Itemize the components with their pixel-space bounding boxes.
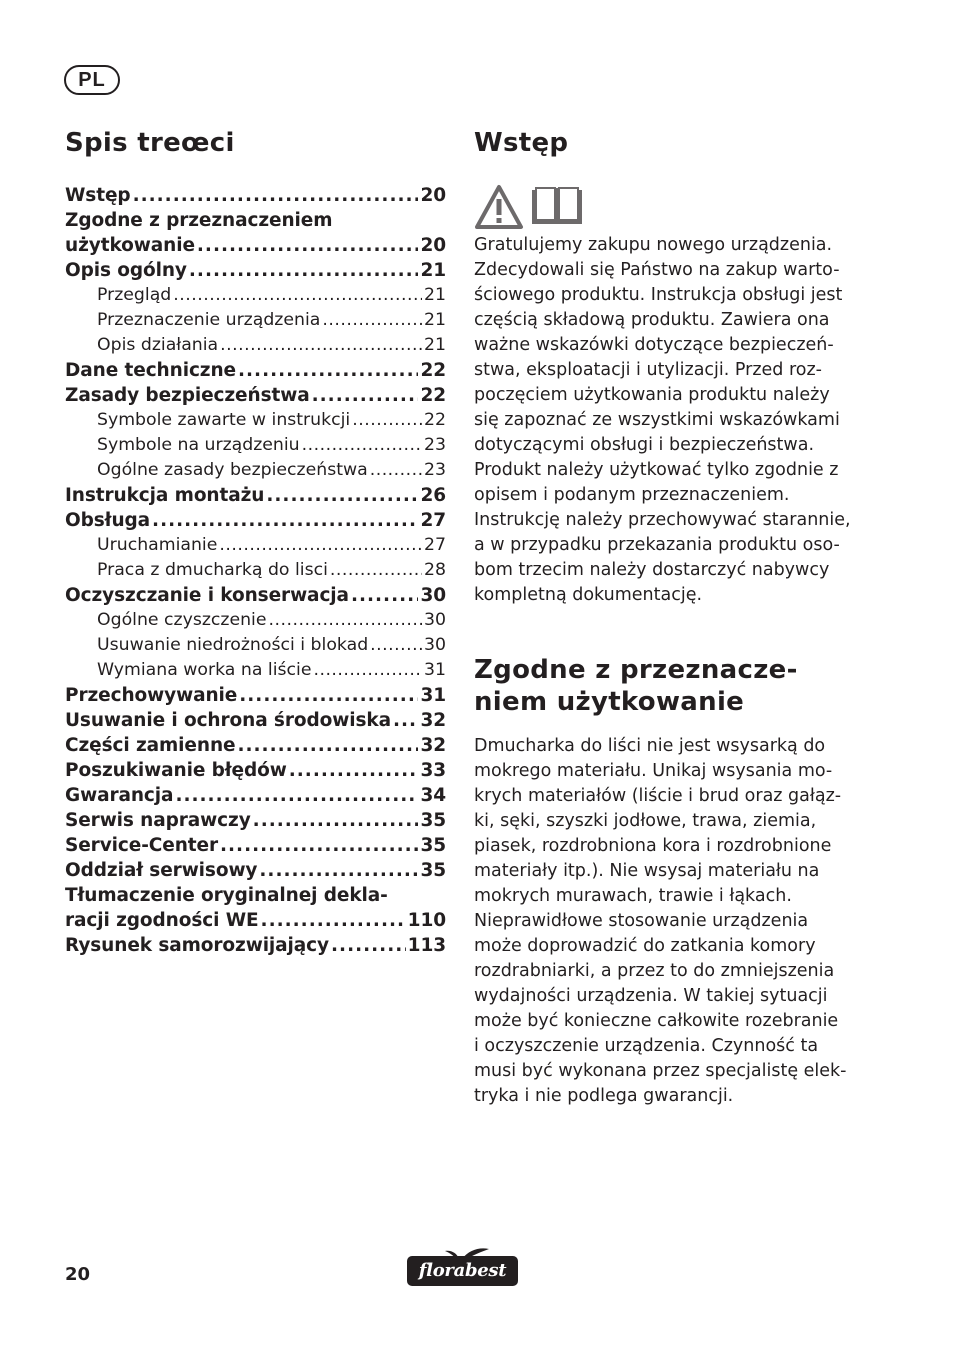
toc-leader-dots — [312, 383, 419, 408]
intro-body: Gratulujemy zakupu nowego urządzenia. Zdecydowali się Państwo na zakup warto- ściowego produktu. Instrukcja obsługi jest częścią składową produktu. Zawiera ona ważne wskazówki dotyczące bezpieczeń- stwa, eksploatacji i utylizacji. Przed roz- poczęciem użytkowania produktu należy się zapoznać ze wszystkimi wskazówkami dotyczącymi obsługi i bezpieczeństwa. Produkt należy użytkować tylko zgodnie z opisem i podanym przeznaczeniem. Instrukcję należy przechowywać starannie, a w przypadku przekazania produktu oso- bom trzecim należy dostarczyć nabywcy kompletną dokumentację. — [474, 235, 851, 605]
toc-entry-page: 32 — [420, 735, 446, 756]
intended-use-title: Zgodne z przeznacze- niem użytkowanie — [474, 655, 798, 717]
toc-entry — [65, 483, 446, 508]
toc-entry — [65, 383, 446, 408]
toc-leader-dots — [175, 783, 418, 808]
toc-entry-label: Service-Center — [65, 835, 218, 856]
toc-entry-page: 28 — [424, 560, 446, 580]
toc-leader-dots — [238, 358, 418, 383]
toc-entry — [65, 658, 446, 683]
toc-entry-label: Gwarancja — [65, 785, 174, 806]
toc-entry-page: 30 — [424, 635, 446, 655]
toc-entry — [65, 508, 446, 533]
toc-entry-page: 22 — [420, 360, 446, 381]
toc-leader-dots — [197, 233, 419, 258]
toc-entry — [65, 908, 446, 933]
toc-leader-dots — [220, 833, 418, 858]
toc-entry-page: 27 — [424, 535, 446, 555]
toc-leader-dots — [313, 658, 422, 683]
toc-entry-page: 33 — [420, 760, 446, 781]
toc-entry — [65, 333, 446, 358]
toc-entry — [65, 458, 446, 483]
toc-entry-label: Instrukcja montażu — [65, 485, 265, 506]
toc-entry-page: 20 — [420, 185, 446, 206]
toc-entry-page: 21 — [420, 260, 446, 281]
toc-entry-page: 27 — [420, 510, 446, 531]
table-of-contents — [65, 183, 446, 958]
toc-leader-dots — [253, 808, 419, 833]
toc-entry-label: Przechowywanie — [65, 685, 238, 706]
toc-entry-label: Oczyszczanie i konserwacja — [65, 585, 349, 606]
toc-leader-dots — [370, 633, 422, 658]
toc-leader-dots — [220, 333, 422, 358]
toc-entry-label: Wymiana worka na liście — [97, 660, 312, 680]
toc-entry-label: Ogólne zasady bezpieczeństwa — [97, 460, 368, 480]
toc-leader-dots — [289, 758, 419, 783]
toc-entry — [65, 883, 446, 908]
toc-entry-page: 31 — [420, 685, 446, 706]
language-badge: PL — [64, 65, 120, 95]
toc-entry-label: Poszukiwanie błędów — [65, 760, 287, 781]
toc-entry-label: Oddział serwisowy — [65, 860, 258, 881]
toc-leader-dots — [261, 908, 406, 933]
toc-entry-page: 22 — [424, 410, 446, 430]
toc-leader-dots — [189, 258, 419, 283]
toc-entry — [65, 308, 446, 333]
toc-entry-label: Opis ogólny — [65, 260, 187, 281]
toc-entry-page: 113 — [407, 935, 446, 956]
toc-leader-dots — [133, 183, 419, 208]
intro-icons — [474, 184, 584, 234]
toc-leader-dots — [302, 433, 422, 458]
toc-entry — [65, 708, 446, 733]
toc-entry-label: Wstęp — [65, 185, 131, 206]
toc-entry-label: Zgodne z przeznaczeniem — [65, 210, 333, 231]
toc-entry — [65, 583, 446, 608]
toc-entry-label: Symbole zawarte w instrukcji — [97, 410, 351, 430]
toc-entry — [65, 533, 446, 558]
toc-entry — [65, 733, 446, 758]
toc-entry-page: 22 — [420, 385, 446, 406]
toc-entry-label: Usuwanie niedrożności i blokad — [97, 635, 369, 655]
toc-entry — [65, 433, 446, 458]
toc-entry — [65, 933, 446, 958]
toc-leader-dots — [370, 458, 422, 483]
toc-leader-dots — [152, 508, 418, 533]
toc-entry-label: racji zgodności WE — [65, 910, 259, 931]
toc-entry-page: 20 — [420, 235, 446, 256]
toc-leader-dots — [173, 283, 422, 308]
toc-title: Spis treœci — [65, 128, 235, 158]
logo-box — [407, 1256, 518, 1286]
toc-entry — [65, 633, 446, 658]
toc-entry-label: Przegląd — [97, 285, 172, 305]
toc-leader-dots — [239, 683, 418, 708]
toc-entry-page: 35 — [420, 810, 446, 831]
toc-entry-label: Opis działania — [97, 335, 219, 355]
toc-entry-label: Części zamienne — [65, 735, 236, 756]
toc-entry-label: Serwis naprawczy — [65, 810, 251, 831]
toc-entry-label: Zasady bezpieczeństwa — [65, 385, 310, 406]
toc-entry — [65, 358, 446, 383]
toc-entry — [65, 608, 446, 633]
toc-entry-label: Obsługa — [65, 510, 151, 531]
toc-entry — [65, 783, 446, 808]
toc-entry-page: 34 — [420, 785, 446, 806]
toc-entry-label: Tłumaczenie oryginalnej dekla- — [65, 885, 388, 906]
toc-entry — [65, 758, 446, 783]
logo-text: florabest — [418, 1259, 507, 1281]
toc-entry-page: 110 — [407, 910, 446, 931]
toc-entry-page: 31 — [424, 660, 446, 680]
toc-entry-page: 21 — [424, 335, 446, 355]
toc-entry — [65, 683, 446, 708]
toc-entry-label: Rysunek samorozwijający — [65, 935, 330, 956]
brand-logo — [407, 1246, 518, 1286]
toc-entry-page: 32 — [420, 710, 446, 731]
toc-entry-page: 30 — [420, 585, 446, 606]
toc-entry — [65, 233, 446, 258]
toc-leader-dots — [322, 308, 422, 333]
toc-entry — [65, 208, 446, 233]
intended-use-body: Dmucharka do liści nie jest wsysarką do mokrego materiału. Unikaj wsysania mo- krych materiałów (liście i brud oraz gałąz- ki, sęki, szyszki jodłowe, trawa, ziemia, piasek, rozdrobniona kora i rozdrobnione materiały itp.). Nie wsysaj materiału na mokrych murawach, trawie i łąkach. Nieprawidłowe stosowanie urządzenia może doprowadzić do zatkania komory rozdrabniarki, a przez to do zmniejszenia wydajności urządzenia. W takiej sytuacji może być konieczne całkowite rozebranie i oczyszczenie urządzenia. Czynność ta musi być wykonana przez specjalistę elek- tryka i nie podlega gwarancji. — [474, 736, 847, 1106]
toc-leader-dots — [269, 608, 423, 633]
toc-entry-label: Przeznaczenie urządzenia — [97, 310, 321, 330]
toc-entry-page: 30 — [424, 610, 446, 630]
toc-entry — [65, 283, 446, 308]
toc-entry-label: użytkowanie — [65, 235, 195, 256]
toc-leader-dots — [351, 583, 419, 608]
toc-entry-page: 35 — [420, 835, 446, 856]
toc-entry-page: 21 — [424, 310, 446, 330]
toc-leader-dots — [266, 483, 418, 508]
toc-entry — [65, 258, 446, 283]
open-book-icon — [530, 184, 584, 234]
toc-leader-dots — [331, 933, 406, 958]
toc-entry-page: 35 — [420, 860, 446, 881]
toc-entry-label: Usuwanie i ochrona środowiska — [65, 710, 391, 731]
toc-entry — [65, 808, 446, 833]
toc-entry-label: Symbole na urządzeniu — [97, 435, 300, 455]
toc-entry-page: 21 — [424, 285, 446, 305]
toc-entry-label: Praca z dmucharką do lisci — [97, 560, 328, 580]
toc-entry-label: Uruchamianie — [97, 535, 218, 555]
toc-entry — [65, 858, 446, 883]
toc-entry — [65, 183, 446, 208]
toc-leader-dots — [393, 708, 418, 733]
toc-entry — [65, 833, 446, 858]
toc-entry-label: Dane techniczne — [65, 360, 236, 381]
toc-entry-page: 26 — [420, 485, 446, 506]
toc-entry — [65, 558, 446, 583]
toc-entry-page: 23 — [424, 460, 446, 480]
toc-leader-dots — [330, 558, 422, 583]
page-number: 20 — [65, 1264, 91, 1285]
toc-leader-dots — [259, 858, 418, 883]
intro-title: Wstęp — [474, 128, 569, 158]
toc-entry-page: 23 — [424, 435, 446, 455]
toc-entry-label: Ogólne czyszczenie — [97, 610, 267, 630]
toc-leader-dots — [237, 733, 418, 758]
toc-leader-dots — [352, 408, 422, 433]
toc-leader-dots — [219, 533, 422, 558]
warning-triangle-icon — [474, 184, 524, 234]
toc-entry — [65, 408, 446, 433]
